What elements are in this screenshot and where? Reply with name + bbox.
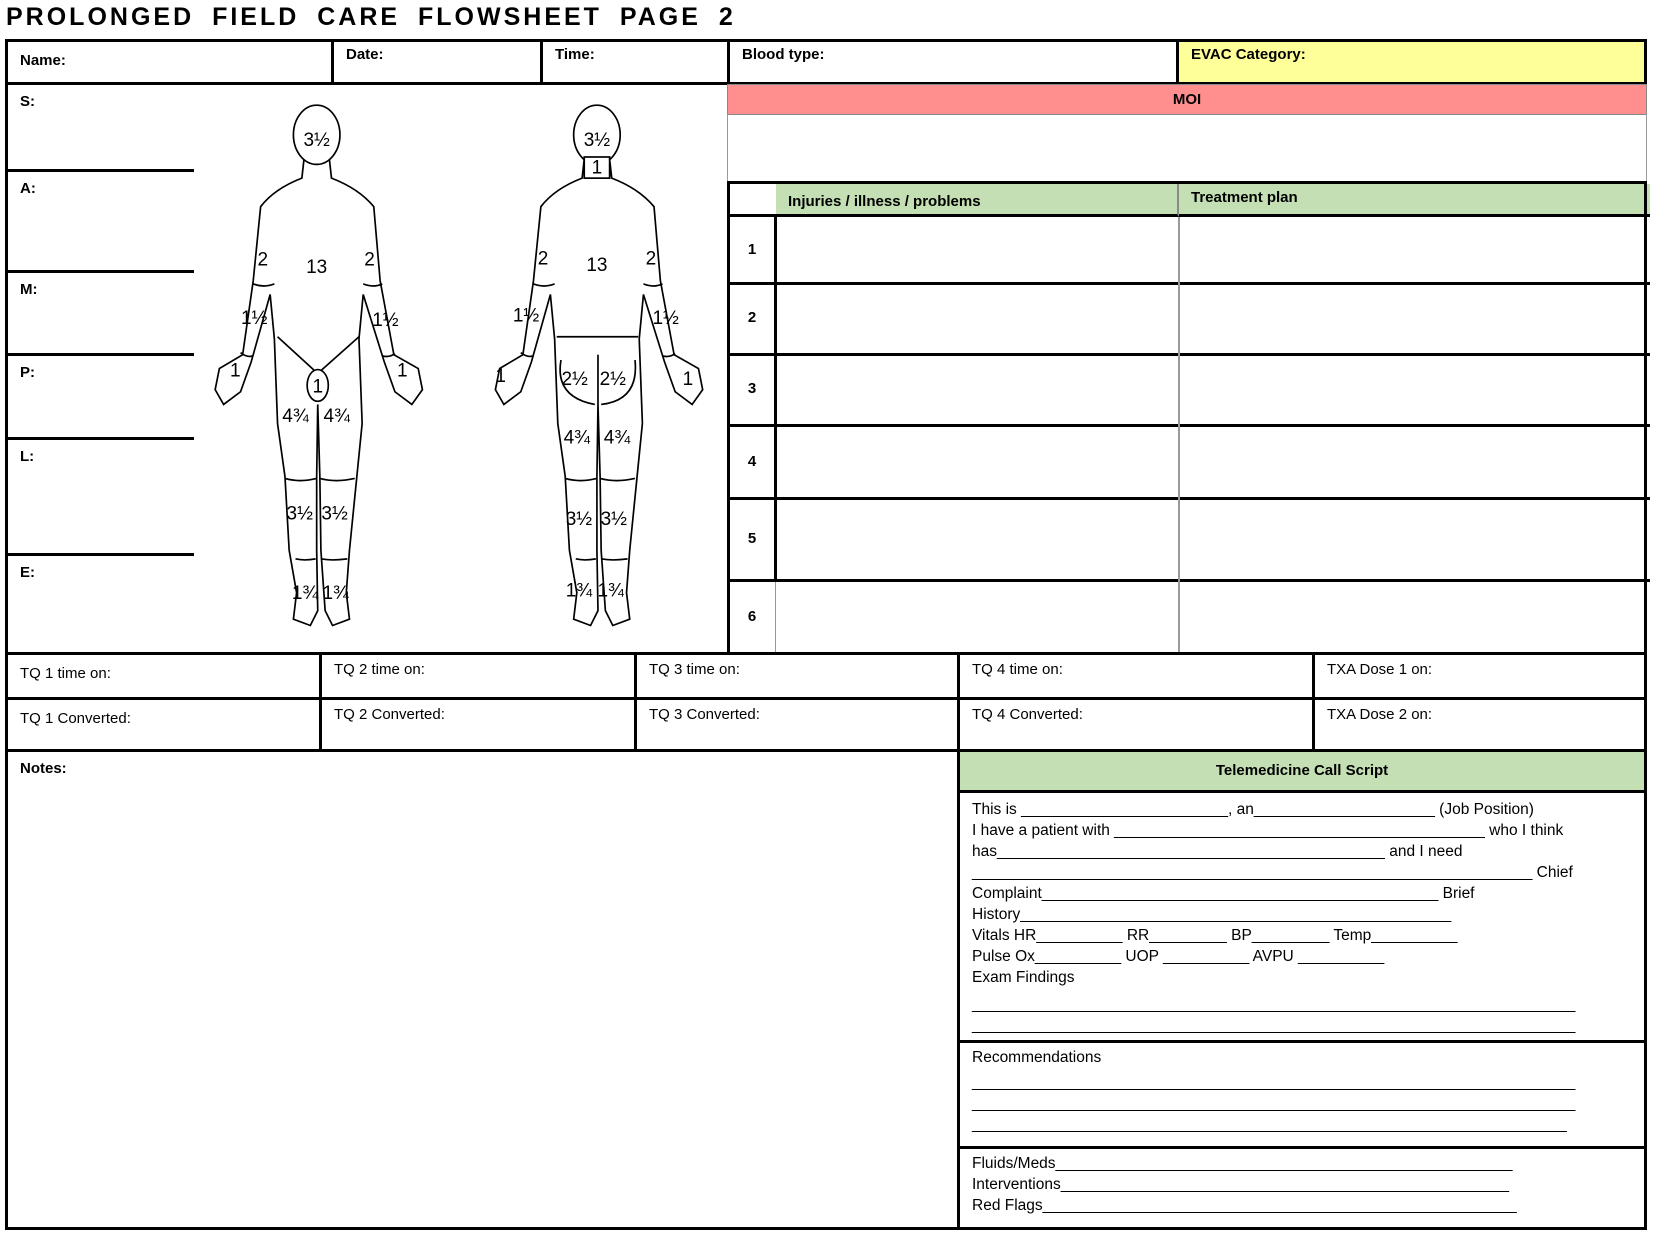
sample-s-label: S:	[20, 93, 35, 110]
front-label-left-foot: 1¾	[322, 582, 349, 604]
evac-category-field[interactable]	[1176, 39, 1647, 85]
back-label-left-thigh: 4¾	[563, 427, 591, 449]
sample-p-label: P:	[20, 364, 35, 381]
script-line: Complaint______________________________________________ Brief	[972, 885, 1475, 902]
fluids-line: Fluids/Meds_____________________________________________________	[972, 1155, 1513, 1172]
telemedicine-title: Telemedicine Call Script	[1215, 762, 1389, 779]
right-border	[1644, 181, 1647, 655]
problems-header-number	[730, 184, 776, 217]
back-label-head: 3½	[583, 130, 611, 152]
injuries-header-label: Injuries / illness / problems	[788, 193, 981, 210]
back-label-right-leg: 3½	[600, 508, 628, 530]
script-line: ______________________________________________________________________	[972, 1017, 1576, 1034]
back-label-right-upper-arm: 2	[645, 248, 657, 270]
name-field[interactable]	[5, 39, 334, 85]
date-label: Date:	[346, 46, 384, 63]
number-column-divider	[774, 217, 777, 582]
back-label-left-upper-arm: 2	[537, 248, 549, 270]
table-row[interactable]	[730, 217, 1650, 285]
table-row[interactable]	[730, 356, 1650, 427]
tq1-time-on-field[interactable]	[5, 652, 322, 700]
problems-table	[727, 181, 1647, 655]
row-number: 1	[747, 241, 757, 258]
sample-a-field[interactable]	[5, 169, 197, 273]
script-line: _________________________________________________________________ Chief	[972, 864, 1573, 881]
recommendations-line: _____________________________________________________________________	[972, 1116, 1567, 1133]
tq1-converted-label: TQ 1 Converted:	[20, 710, 131, 727]
notes-field[interactable]	[5, 749, 960, 1230]
tq4-converted-label: TQ 4 Converted:	[972, 706, 1083, 723]
sample-e-label: E:	[20, 564, 35, 581]
time-label: Time:	[555, 46, 595, 63]
front-label-head: 3½	[303, 130, 330, 152]
front-label-genitals: 1	[312, 376, 324, 398]
back-label-right-buttock: 2½	[599, 369, 627, 391]
back-label-left-hand: 1	[495, 365, 506, 387]
back-label-left-buttock: 2½	[561, 369, 588, 391]
back-label-left-forearm: 1½	[512, 305, 540, 327]
sample-l-field[interactable]	[5, 437, 197, 556]
front-label-left-upper-arm: 2	[364, 249, 375, 271]
tq2-time-on-field[interactable]	[319, 652, 637, 700]
front-body-figure	[215, 105, 422, 625]
script-line: has_____________________________________________ and I need	[972, 843, 1463, 860]
treatment-header-label: Treatment plan	[1191, 189, 1298, 206]
front-label-right-leg: 3½	[286, 503, 313, 525]
row-number: 5	[747, 530, 757, 547]
moi-label: MOI	[1172, 91, 1202, 108]
interventions-line: Interventions____________________________________________________	[972, 1176, 1510, 1193]
body-diagram	[194, 82, 730, 655]
red-flags-line: Red Flags_______________________________________________________	[972, 1197, 1517, 1214]
table-row[interactable]	[730, 285, 1650, 356]
script-line: Pulse Ox__________ UOP __________ AVPU __________	[972, 948, 1385, 965]
recommendations-line: Recommendations	[972, 1049, 1102, 1066]
row-number: 3	[747, 380, 757, 397]
sample-p-field[interactable]	[5, 353, 197, 440]
front-label-left-hand: 1	[397, 360, 408, 382]
back-label-right-thigh: 4¾	[603, 427, 631, 449]
front-label-right-foot: 1¾	[291, 582, 319, 604]
injuries-header	[776, 184, 1179, 217]
blood-type-field[interactable]	[727, 39, 1179, 85]
back-label-torso: 13	[586, 254, 608, 276]
recommendations-line: ______________________________________________________________________	[972, 1095, 1576, 1112]
sample-a-label: A:	[20, 180, 36, 197]
txa-dose2-field[interactable]	[1312, 697, 1647, 752]
table-row[interactable]	[730, 582, 1650, 652]
tq4-converted-field[interactable]	[957, 697, 1315, 752]
sample-e-field[interactable]	[5, 553, 197, 655]
row-number: 6	[747, 608, 757, 625]
script-line: Vitals HR__________ RR_________ BP_________ Temp__________	[972, 927, 1458, 944]
script-line: Exam Findings	[972, 969, 1075, 986]
back-label-right-forearm: 1½	[652, 307, 679, 329]
front-label-right-thigh: 4¾	[282, 406, 309, 428]
tq2-time-on-label: TQ 2 time on:	[334, 661, 425, 678]
script-line: This is ________________________, an_____________________ (Job Position)	[972, 801, 1534, 818]
telemedicine-script[interactable]	[957, 790, 1647, 1043]
date-field[interactable]	[331, 39, 543, 85]
number-column-divider-light	[775, 582, 776, 652]
script-line: I have a patient with ___________________________________________ who I think	[972, 822, 1564, 839]
body-diagram-svg	[194, 85, 727, 652]
back-label-right-foot: 1¾	[597, 580, 624, 602]
recommendations-field[interactable]	[957, 1040, 1647, 1149]
moi-header	[727, 84, 1647, 115]
back-label-neck: 1	[591, 157, 603, 179]
treatment-header	[1179, 184, 1650, 217]
tq4-time-on-label: TQ 4 time on:	[972, 661, 1063, 678]
evac-category-label: EVAC Category:	[1191, 46, 1306, 63]
treatment-column-divider	[1178, 217, 1180, 652]
front-label-left-leg: 3½	[321, 503, 348, 525]
row-number: 4	[747, 453, 757, 470]
script-line: ______________________________________________________________________	[972, 996, 1576, 1013]
page-title: PROLONGED FIELD CARE FLOWSHEET PAGE 2	[6, 3, 736, 31]
front-label-right-forearm: 1½	[241, 307, 268, 329]
back-label-left-leg: 3½	[565, 508, 593, 530]
txa-dose2-label: TXA Dose 2 on:	[1327, 706, 1433, 723]
moi-field[interactable]	[727, 114, 1647, 182]
table-row[interactable]	[730, 500, 1650, 582]
row-number: 2	[747, 309, 757, 326]
sample-m-field[interactable]	[5, 270, 197, 356]
back-body-figure	[495, 105, 702, 625]
script-line: History__________________________________________________	[972, 906, 1452, 923]
recommendations-text	[972, 1047, 1575, 1135]
problems-rows	[730, 217, 1650, 652]
tq2-converted-label: TQ 2 Converted:	[334, 706, 445, 723]
notes-label: Notes:	[20, 760, 67, 777]
back-label-right-hand: 1	[682, 369, 694, 391]
front-label-torso: 13	[306, 257, 328, 279]
blood-type-label: Blood type:	[742, 46, 825, 63]
txa-dose1-label: TXA Dose 1 on:	[1327, 661, 1433, 678]
sample-l-label: L:	[20, 448, 35, 465]
script-text	[972, 799, 1575, 1036]
tq3-time-on-field[interactable]	[634, 652, 960, 700]
front-label-right-hand: 1	[229, 360, 241, 382]
txa-dose1-field[interactable]	[1312, 652, 1647, 700]
back-label-left-foot: 1¾	[565, 580, 593, 602]
front-label-left-forearm: 1½	[372, 309, 399, 331]
front-label-left-thigh: 4¾	[323, 406, 350, 428]
tq2-converted-field[interactable]	[319, 697, 637, 752]
sample-m-label: M:	[20, 281, 38, 298]
tq1-converted-field[interactable]	[5, 697, 322, 752]
tq4-time-on-field[interactable]	[957, 652, 1315, 700]
recommendations-line: ______________________________________________________________________	[972, 1074, 1576, 1091]
tq3-converted-label: TQ 3 Converted:	[649, 706, 760, 723]
fluids-interventions-field[interactable]	[957, 1146, 1647, 1230]
name-label: Name:	[20, 52, 66, 69]
tq3-time-on-label: TQ 3 time on:	[649, 661, 740, 678]
sample-s-field[interactable]	[5, 82, 197, 172]
tq3-converted-field[interactable]	[634, 697, 960, 752]
tq1-time-on-label: TQ 1 time on:	[20, 665, 111, 682]
table-row[interactable]	[730, 427, 1650, 500]
telemedicine-header	[957, 749, 1647, 793]
time-field[interactable]	[540, 39, 730, 85]
fluids-text	[972, 1153, 1517, 1216]
front-label-right-upper-arm: 2	[257, 249, 269, 271]
